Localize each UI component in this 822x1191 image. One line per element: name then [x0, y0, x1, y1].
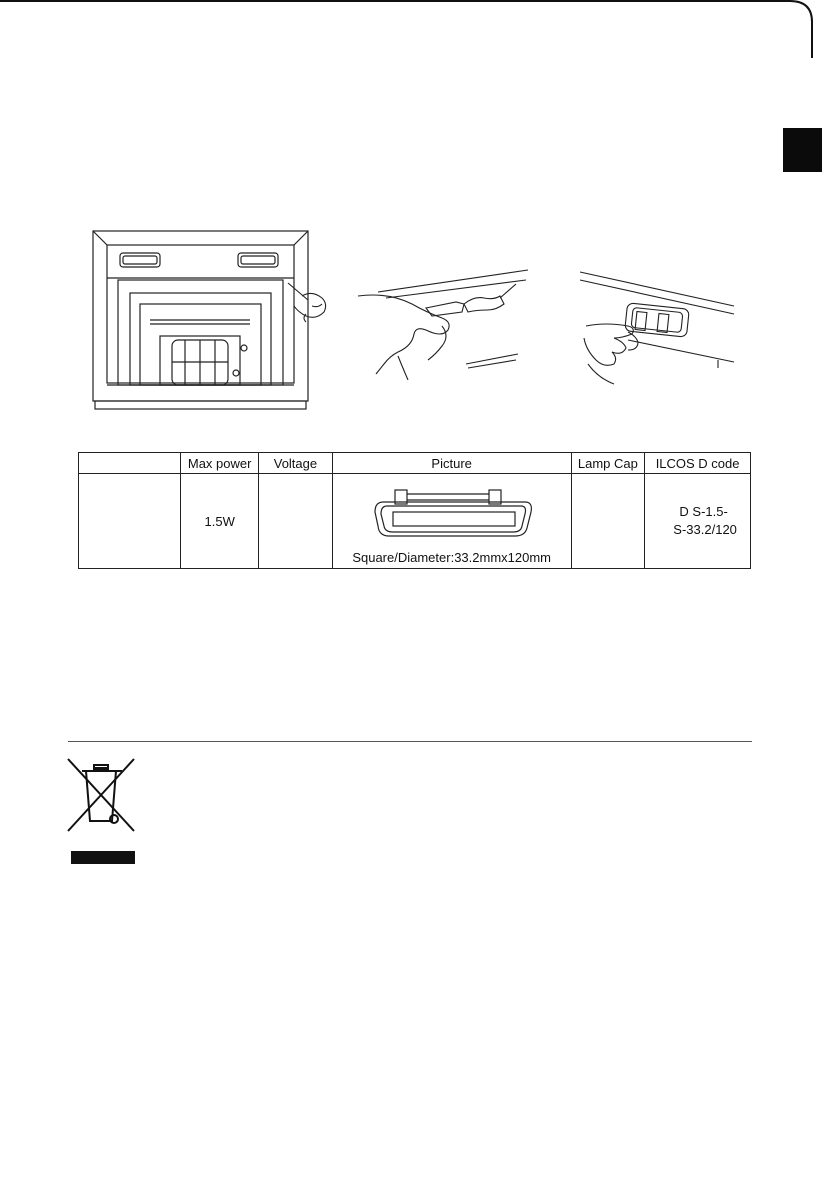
- ilcos-line-2: S-33.2/120: [673, 522, 737, 537]
- lamp-spec-table: [78, 452, 751, 569]
- header-max-power: Max power: [181, 453, 259, 474]
- oven-lamp-icon: [373, 488, 535, 538]
- header-picture: Picture: [332, 453, 571, 474]
- remove-cover-illustration: [358, 268, 530, 380]
- lamp-removal-illustration: [578, 268, 738, 388]
- top-curved-rule: [0, 0, 815, 60]
- crossed-out-wheelie-bin-icon: [64, 755, 144, 835]
- cell-ilcos-code: [645, 474, 751, 569]
- header-lamp-cap: Lamp Cap: [571, 453, 645, 474]
- header-cell-blank: [79, 453, 181, 474]
- cell-lamp-cap: [571, 474, 645, 569]
- table-row: [79, 474, 751, 569]
- oven-front-illustration: [90, 228, 350, 413]
- weee-date-bar: [71, 851, 135, 864]
- cell-picture: [332, 474, 571, 569]
- cell-blank: [79, 474, 181, 569]
- header-voltage: Voltage: [259, 453, 333, 474]
- table-header-row: [79, 453, 751, 474]
- header-ilcos-code: ILCOS D code: [645, 453, 751, 474]
- cell-voltage: [259, 474, 333, 569]
- cell-max-power: 1.5W: [181, 474, 259, 569]
- section-divider: [68, 741, 752, 742]
- language-tab: [783, 128, 822, 172]
- ilcos-line-1: D S-1.5-: [679, 504, 728, 519]
- picture-caption: Square/Diameter:33.2mmx120mm: [352, 550, 552, 565]
